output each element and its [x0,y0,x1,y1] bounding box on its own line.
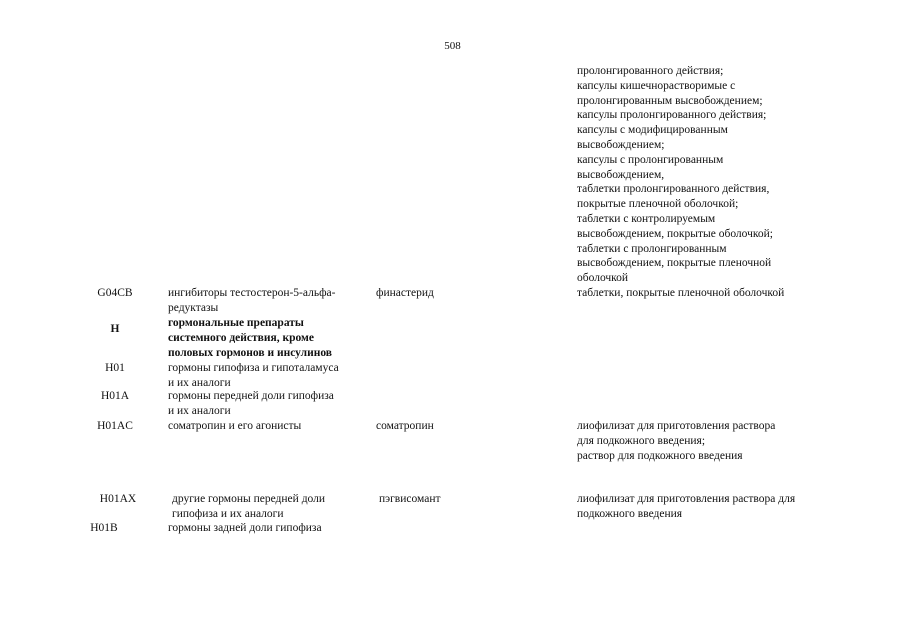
form-line: лиофилизат для приготовления раствора для [577,493,796,505]
group-line: гипофиза и их аналоги [172,507,284,520]
group-line: соматропин и его агонисты [168,420,302,432]
form-line: пролонгированного действия; [577,65,724,77]
form-line: подкожного введения [577,507,683,520]
atc-code: H01AC [97,420,133,432]
form-line: капсулы пролонгированного действия; [577,109,767,122]
group-name [168,419,301,434]
group-line: другие гормоны передней доли [172,493,326,505]
form-line: покрытые пленочной оболочкой; [577,198,739,211]
dosage-forms [577,419,775,463]
dosage-forms [577,492,795,522]
group-line: гормоны задней доли гипофиза [168,522,322,534]
form-line: таблетки, покрытые пленочной оболочкой [577,287,785,299]
form-line: высвобождением, [577,168,665,181]
group-name [168,389,334,419]
group-line: системного действия, кроме [168,331,314,344]
drug-name: пэгвисомант [379,493,441,505]
form-line: капсулы с модифицированным [577,124,728,137]
form-line: таблетки с контролируемым [577,212,716,225]
group-name [168,316,332,360]
group-line: редуктазы [168,301,219,314]
group-line: и их аналоги [168,404,231,417]
form-line: высвобождением, покрытые оболочкой; [577,227,773,240]
form-line: таблетки пролонгированного действия, [577,183,770,196]
form-line: высвобождением, покрытые пленочной [577,257,772,270]
group-line: гормоны передней доли гипофиза [168,390,334,402]
atc-code: H01A [100,390,130,402]
drug-name: финастерид [376,287,434,299]
form-line: капсулы кишечнорастворимые с [577,79,736,92]
dosage-forms [577,286,784,301]
group-name [168,286,335,316]
form-line: пролонгированным высвобождением; [577,94,763,107]
atc-code: H [110,323,120,335]
group-name [168,521,322,536]
continuation-forms [577,64,773,286]
group-line: и их аналоги [168,376,231,389]
drug-name: соматропин [376,420,434,432]
group-line: половых гормонов и инсулинов [168,346,333,359]
form-line: капсулы с пролонгированным [577,153,724,166]
form-line: высвобождением; [577,138,665,151]
group-line: гормональные препараты [168,317,304,329]
form-line: раствор для подкожного введения [577,449,743,462]
atc-code: G04CB [97,287,133,299]
form-line: для подкожного введения; [577,434,706,447]
group-line: гормоны гипофиза и гипоталамуса [168,362,339,374]
atc-code: H01AX [99,493,137,505]
atc-code: H01B [90,522,118,534]
group-name [168,361,339,391]
group-name [172,492,325,522]
form-line: лиофилизат для приготовления раствора [577,420,776,432]
form-line: таблетки с пролонгированным [577,242,727,255]
group-line: ингибиторы тестостерон-5-альфа- [168,287,336,299]
atc-code: H01 [105,362,125,374]
page-number: 508 [444,40,461,52]
form-line: оболочкой [577,272,629,285]
